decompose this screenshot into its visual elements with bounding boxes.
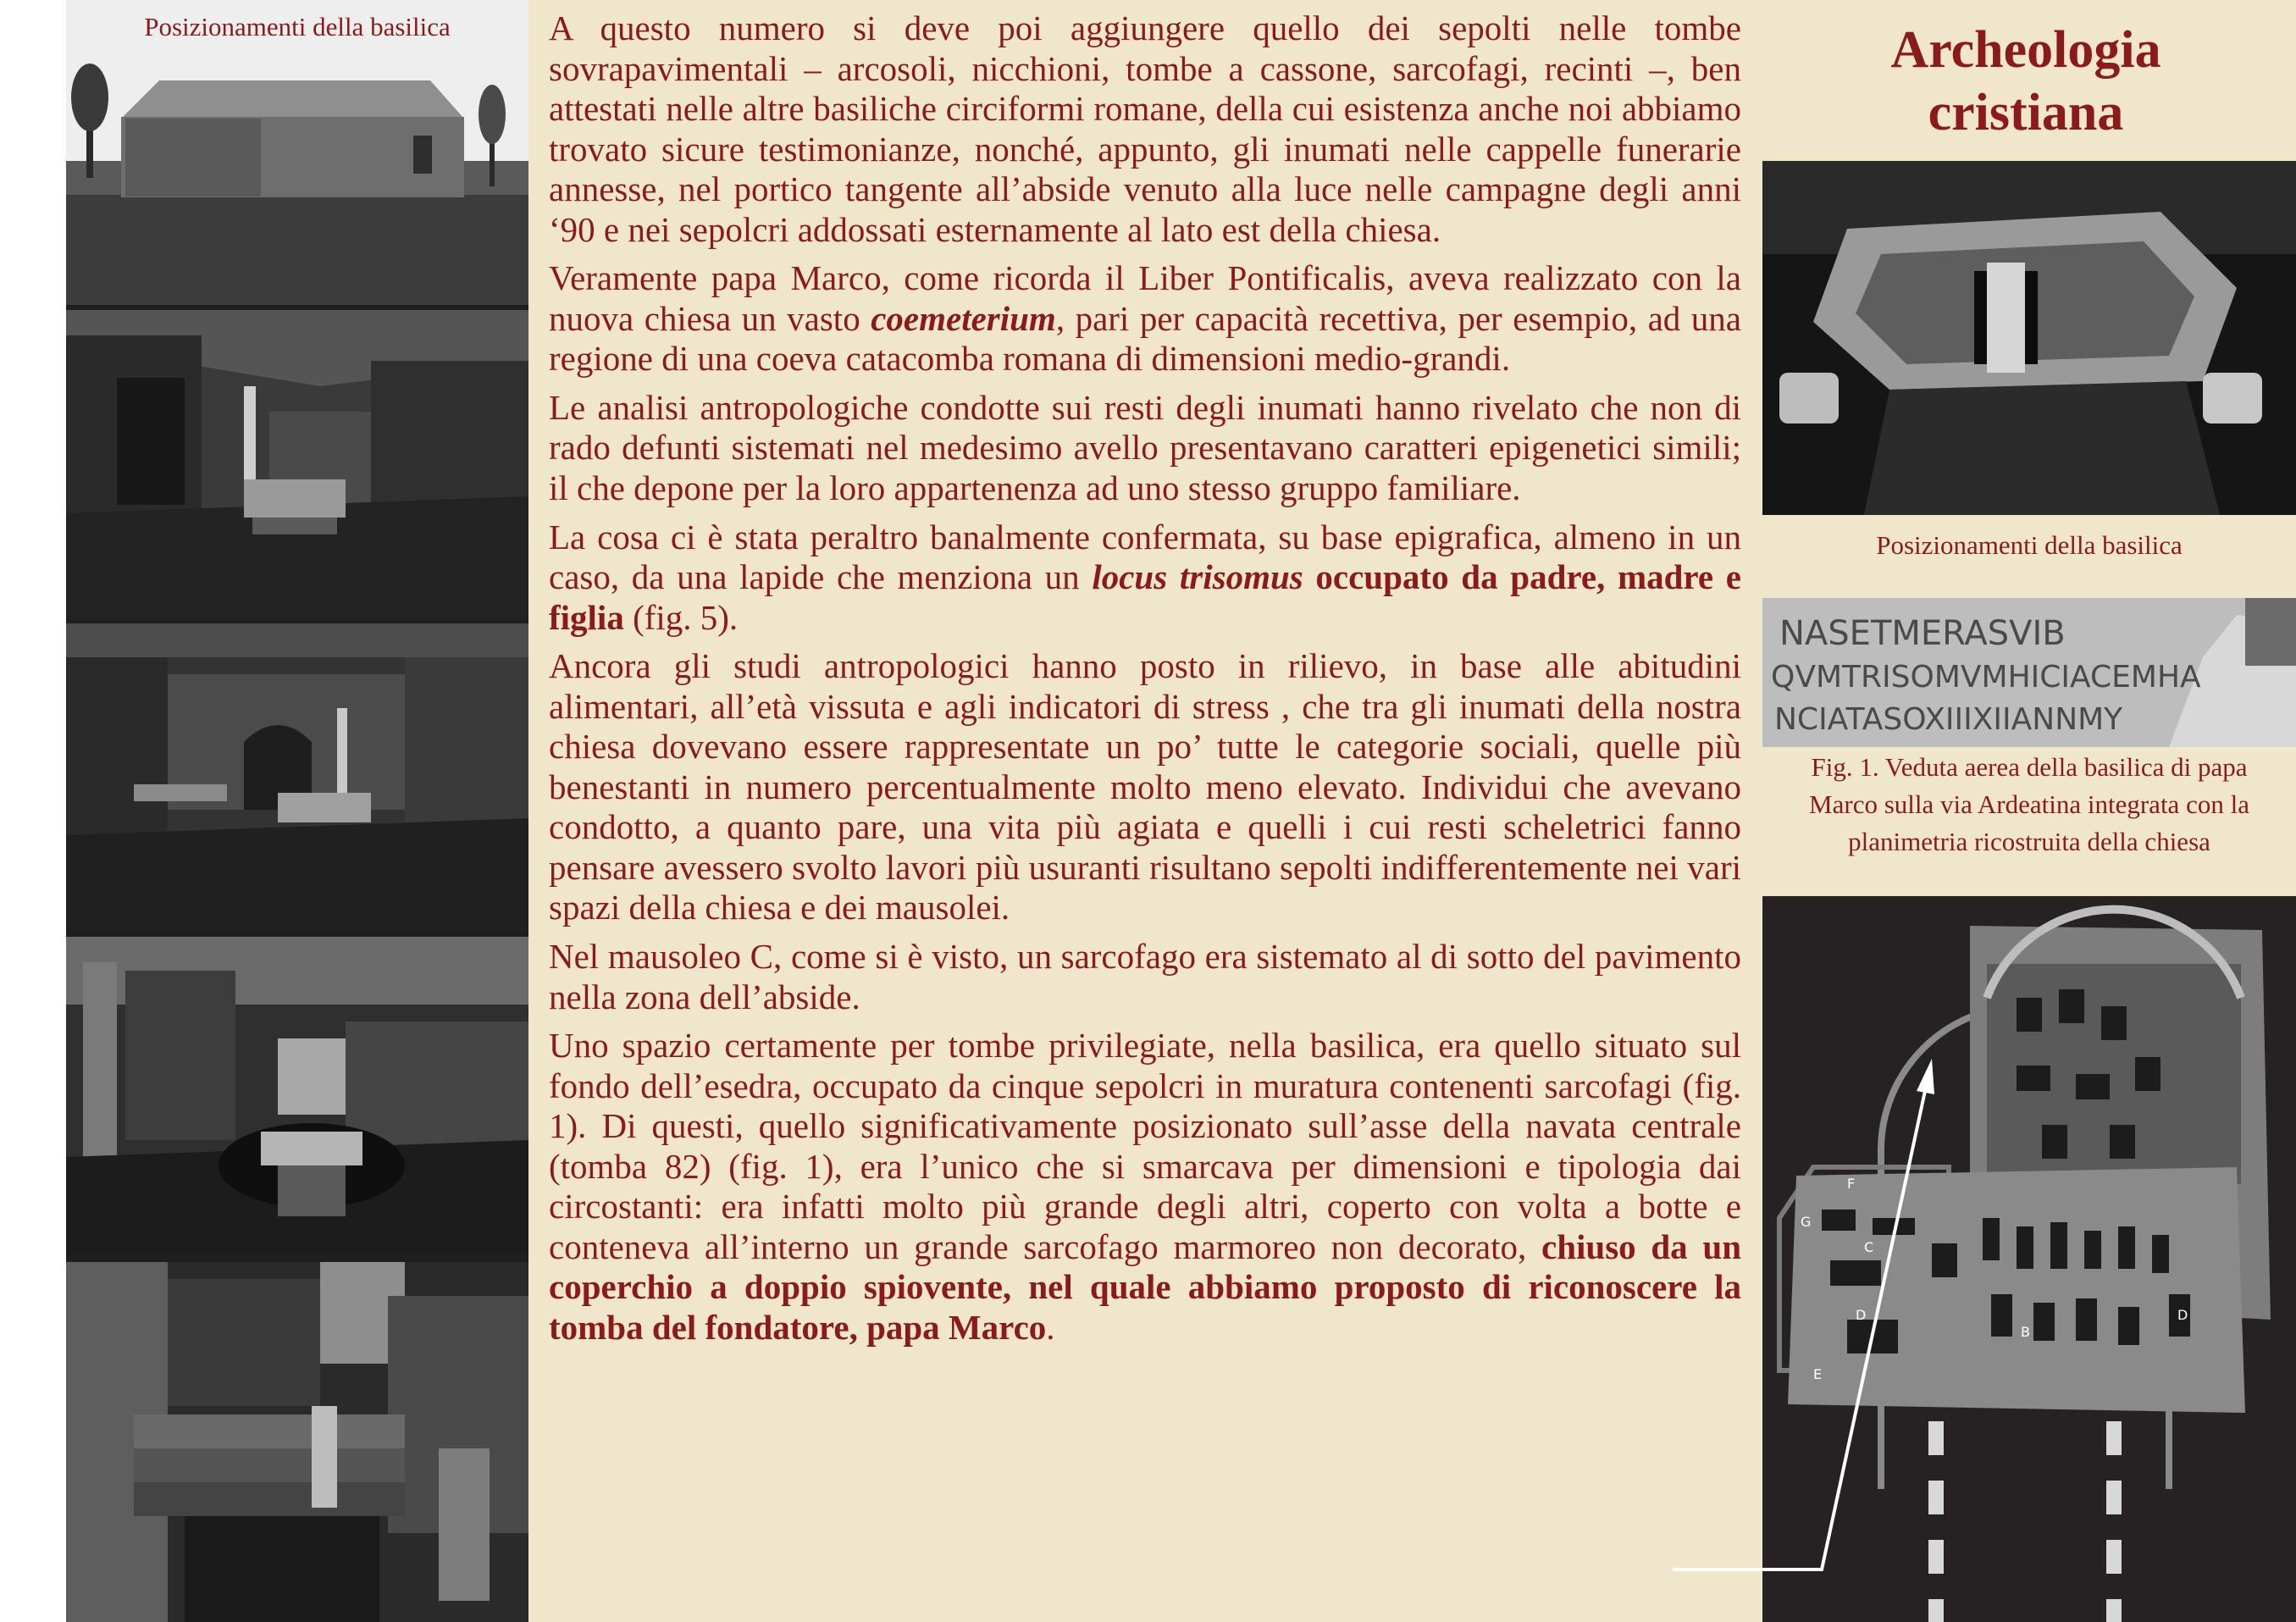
inscription-line-3: NCIATASOXIIIXIIANNMY [1774,702,2123,737]
paragraph-2-text: Veramente papa Marco, come ricorda il Liber Pontificalis, aveva realizzato con la nuova chiesa un vasto [549,258,1741,338]
left-photo-caption: Posizionamenti della basilica [144,12,451,42]
plan-label-g: G [1801,1214,1812,1230]
plan-label-e: E [1813,1366,1823,1382]
paragraph-7-text-end: . [1046,1307,1055,1347]
plan-label-d: D [1856,1307,1867,1323]
paragraph-4-text-end: (fig. 5). [623,597,739,637]
paragraph-4-text: La cosa ci è stata peraltro banalmente confermata, su base epigrafica, almeno in un caso, da una lapide che menziona un [549,517,1741,597]
paragraph-6: Nel mausoleo C, come si è visto, un sarcofago era sistemato al di sotto del pavimento nella zona dell’abside. [549,937,1741,1016]
sarcophagus-caption: Posizionamenti della basilica [1876,530,2183,560]
locus-trisomus-term: locus trisomus [1092,557,1303,597]
title-line-1: Archeologia [1890,21,2161,79]
plan-label-b: B [2021,1324,2030,1340]
paragraph-7-bold: chiuso da un coperchio a doppio spiovente, nel quale abbiamo proposto di riconoscere la tomba del fondatore, papa Marco [549,1226,1741,1347]
title-line-2: cristiana [1928,84,2124,142]
plan-label-c: C [1864,1239,1874,1255]
inscription-line-1: NASETMERASVIB [1779,614,2066,653]
poster-page [66,0,2296,1622]
inscription-line-2: QVMTRISOMVMHICIACEMHA [1771,660,2201,695]
plan-label-d2: D [2177,1307,2188,1323]
paragraph-7-text: Uno spazio certamente per tombe privilegiate, nella basilica, era quello situato sul fondo dell’esedra, occupato da cinque sepolcri in muratura contenenti sarcofagi (fig. 1). Di questi, quello significativamente posizionato sull’asse della navata centrale (tomba 82) (fig. 1), era l’unico che si smarcava per dimensioni e tipologia dai circostanti: era infatti molto più grande degli altri, coperto con volta a botte e conteneva all’interno un grande sarcofago marmoreo non decorato, [549,1026,1741,1266]
paragraph-4-bold: occupato da padre, madre e figlia [549,557,1741,637]
paragraph-2-text-end: , pari per capacità recettiva, per esempio, ad una regione di una coeva catacomba romana di dimensioni medio-grandi. [549,298,1741,379]
figure-caption: Fig. 1. Veduta aerea della basilica di papa Marco sulla via Ardeatina integrata con la planimetria ricostruita della chiesa [1809,752,2249,857]
paragraph-5: Ancora gli studi antropologici hanno posto in rilievo, in base alle abitudini alimentari, all’età vissuta e agli indicatori di stress , che tra gli inumati della nostra chiesa dovevano essere rappresentate un po’ tutte le categorie sociali, quelle più benestanti in numero percentualmente molto meno elevato. Individui che avevano condotto, a quanto pare, una vita più agiata e quelli i cui resti scheletrici fanno pensare avessero svolto lavori più usuranti risultano sepolti indifferentemente nei vari spazi della chiesa e dei mausolei. [549,646,1741,927]
pointer-arrow [66,0,2296,1622]
plan-label-f: F [1847,1176,1856,1192]
paragraph-1: A questo numero si deve poi aggiungere quello dei sepolti nelle tombe sovrapavimentali – arcosoli, nicchioni, tombe a cassone, sarcofagi, recinti –, ben attestati nelle altre basiliche circiformi romane, della cui esistenza anche noi abbiamo trovato sicure testimonianze, nonché, appunto, gli inumati nelle cappelle funerarie annesse, nel portico tangente all’abside venuto alla luce nelle campagne degli anni ‘90 e nei sepolcri addossati esternamente al lato est della chiesa. [549,8,1741,249]
coemeterium-term: coemeterium [871,298,1056,338]
paragraph-3: Le analisi antropologiche condotte sui resti degli inumati hanno rivelato che non di rado defunti sistemati nel medesimo avello presentavano caratteri epigenetici simili; il che depone per la loro appartenenza ad uno stesso gruppo familiare. [549,387,1741,508]
